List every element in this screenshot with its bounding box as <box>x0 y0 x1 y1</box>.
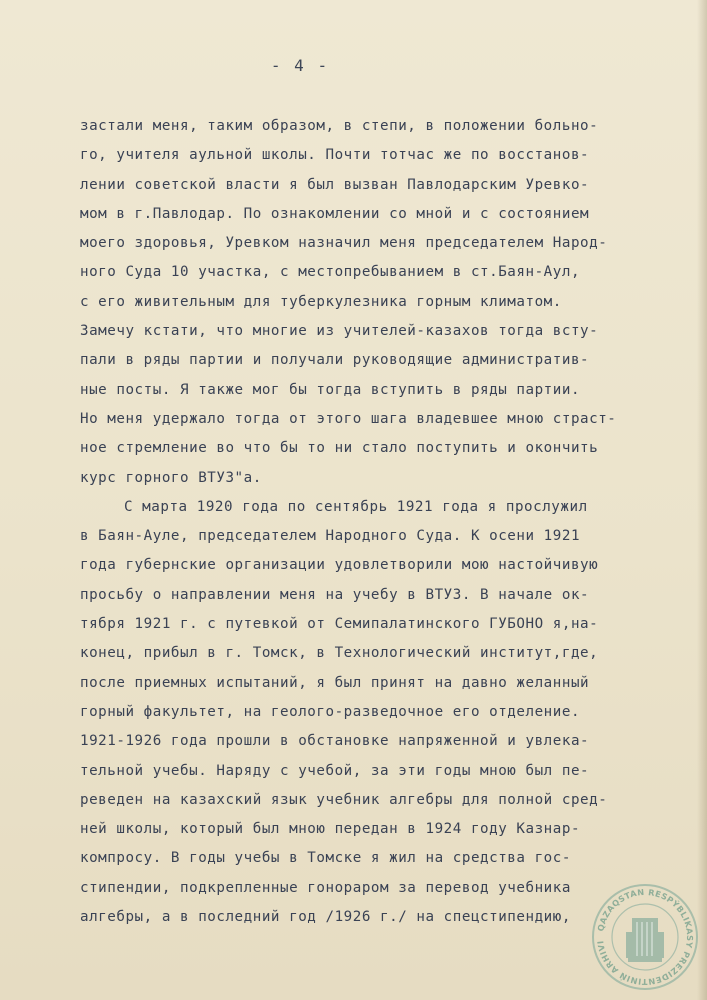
text-line: ного Суда 10 участка, с местопребыванием в ст.Баян-Аул, <box>80 264 581 281</box>
text-line: тября 1921 г. с путевкой от Семипалатинского ГУБОНО я,на- <box>80 616 599 633</box>
text-line: Но меня удержало тогда от этого шага владевшее мною страст- <box>80 410 617 427</box>
stamp-text: QAZAQSTAN RESPÝBLIKASY PREZIDENTINIŃ ARHIVI <box>595 886 696 988</box>
archive-stamp <box>590 882 700 992</box>
text-line: мом в г.Павлодар. По ознакомлении со мной и с состоянием <box>80 205 590 222</box>
text-line: застали меня, таким образом, в степи, в положении больно- <box>80 118 599 134</box>
text-line: тельной учебы. Наряду с учебой, за эти годы мною был пе- <box>80 762 590 779</box>
text-line: пали в ряды партии и получали руководящие административ- <box>80 352 590 369</box>
text-line: алгебры, а в последний год /1926 г./ на спецстипендию, <box>80 909 571 926</box>
text-line: го, учителя аульной школы. Почти тотчас же по восстанов- <box>80 147 590 164</box>
page-number: - 4 - <box>270 56 330 75</box>
text-line: 1921-1926 года прошли в обстановке напряженной и увлека- <box>80 733 590 750</box>
text-line: ные посты. Я также мог бы тогда вступить в ряды партии. <box>80 381 581 398</box>
text-line: после приемных испытаний, я был принят на давно желанный <box>80 674 590 691</box>
typewritten-text <box>80 112 640 932</box>
text-line: курс горного ВТУЗ"а. <box>80 469 262 486</box>
building-icon <box>626 918 664 962</box>
text-line: просьбу о направлении меня на учебу в ВТУЗ. В начале ок- <box>80 586 590 603</box>
text-line: ней школы, который был мною передан в 1924 году Казнар- <box>80 821 581 838</box>
text-line: с его живительным для туберкулезника горным климатом. <box>80 293 562 310</box>
text-line: горный факультет, на геолого-разведочное его отделение. <box>80 703 581 720</box>
text-line: года губернские организации удовлетворили мою настойчивую <box>80 557 599 574</box>
text-line: реведен на казахский язык учебник алгебры для полной сред- <box>80 791 608 808</box>
text-line: ное стремление во что бы то ни стало поступить и окончить <box>80 440 599 457</box>
text-line: Замечу кстати, что многие из учителей-казахов тогда всту- <box>80 323 599 340</box>
text-line: моего здоровья, Уревком назначил меня председателем Народ- <box>80 235 608 252</box>
text-line: стипендии, подкрепленные гонораром за перевод учебника <box>80 879 571 896</box>
paper-edge-shadow <box>697 0 707 1000</box>
text-line: компросу. В годы учебы в Томске я жил на средства гос- <box>80 850 571 867</box>
text-line: в Баян-Ауле, председателем Народного Суда. К осени 1921 <box>80 528 581 545</box>
text-line: лении советской власти я был вызван Павлодарским Уревко- <box>80 176 590 193</box>
text-line: С марта 1920 года по сентябрь 1921 года я прослужил <box>124 498 588 515</box>
text-line: конец, прибыл в г. Томск, в Технологический институт,где, <box>80 645 599 662</box>
